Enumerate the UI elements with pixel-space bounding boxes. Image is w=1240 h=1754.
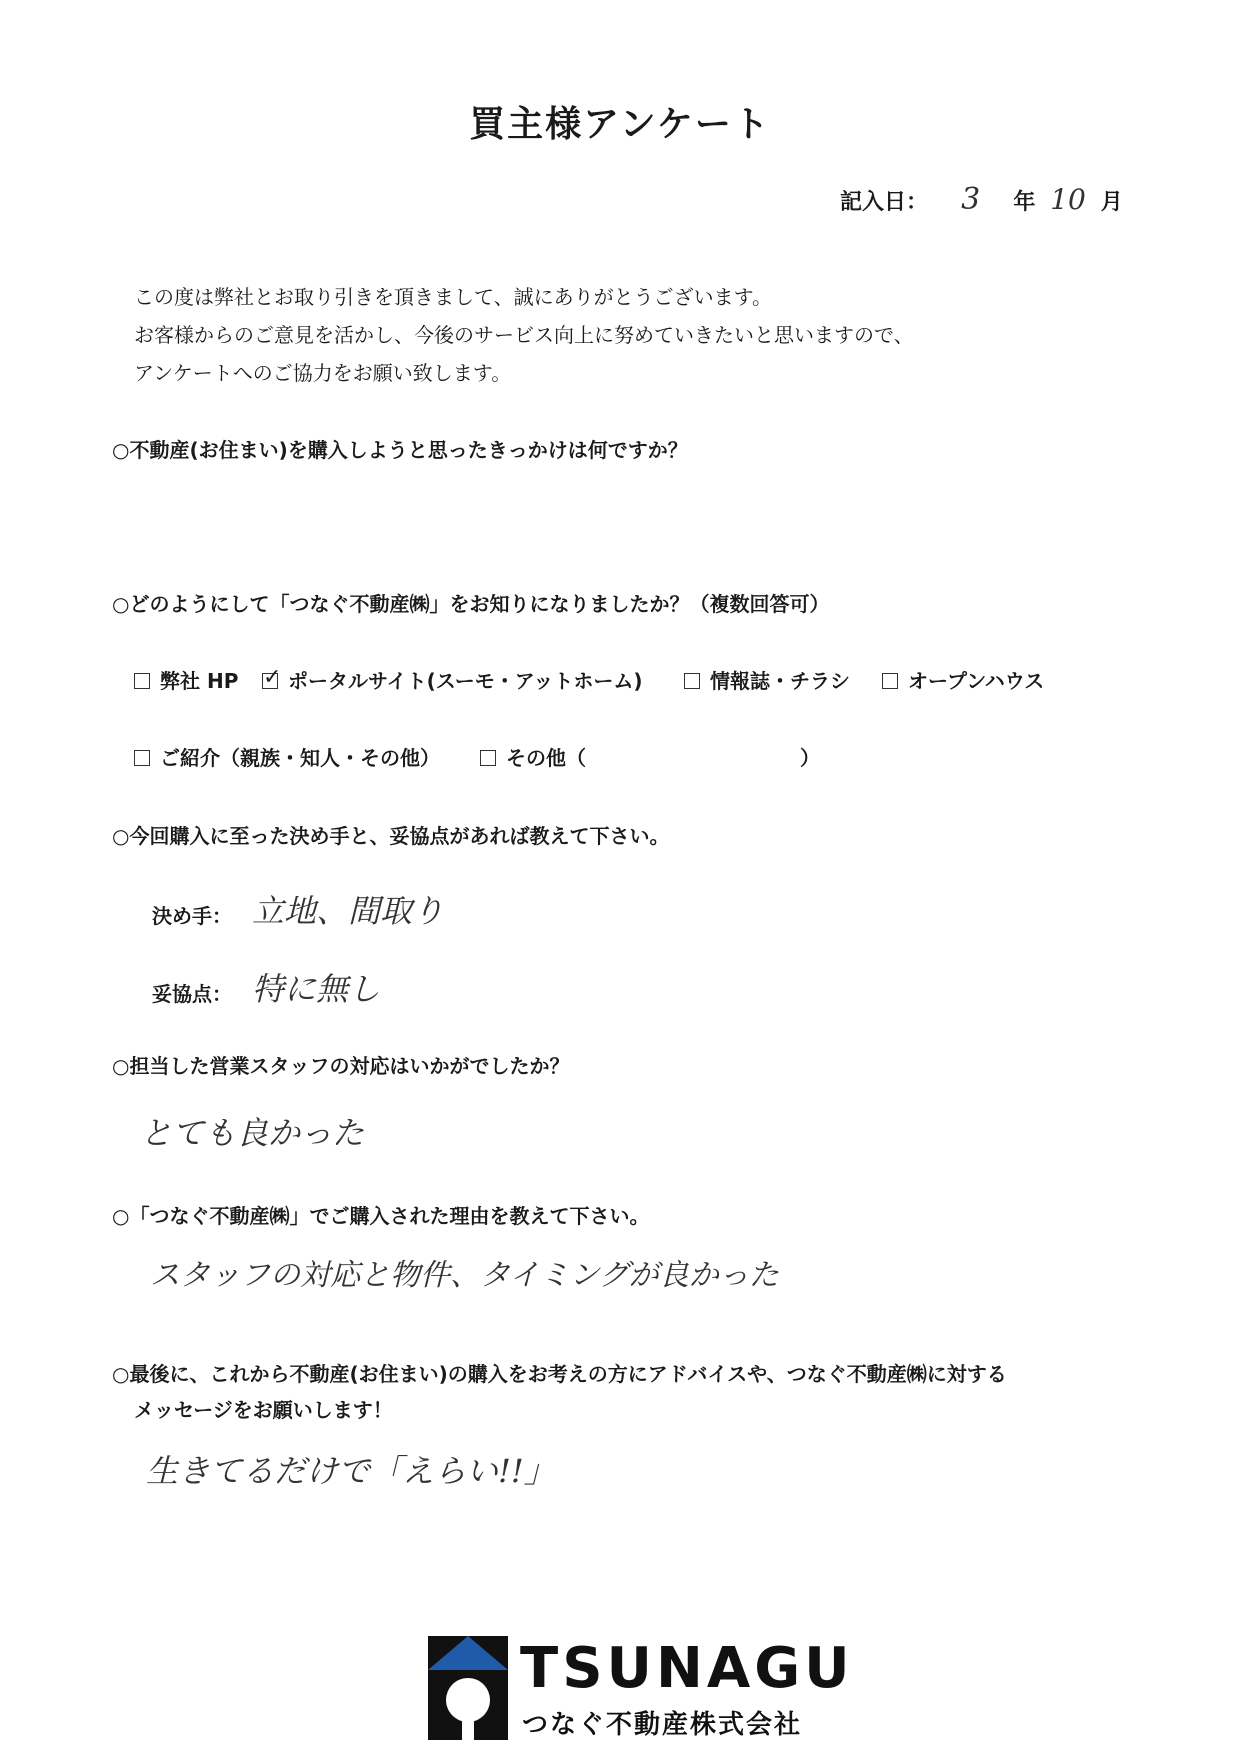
option-open-house[interactable]: [882, 665, 1044, 694]
decision-label: 決め手：: [152, 904, 232, 928]
page-title: 買主様アンケート: [469, 104, 771, 145]
question-1: ○不動産(お住まい)を購入しようと思ったきっかけは何ですか？: [112, 438, 688, 462]
option-other-close: ）: [800, 746, 820, 770]
option-other[interactable]: [480, 742, 586, 771]
answer-6[interactable]: 生きてるだけで「えらい!!」: [146, 1452, 556, 1490]
answer-5[interactable]: スタッフの対応と物件、タイミングが良かった: [150, 1258, 779, 1293]
question-3: ○今回購入に至った決め手と、妥協点があれば教えて下さい。: [112, 824, 670, 848]
option-label: ポータルサイト(スーモ・アットホーム): [288, 669, 643, 693]
logo-company-name: つなぐ不動産株式会社: [522, 1710, 803, 1740]
date-year-label: 年: [1013, 190, 1036, 215]
answer-4[interactable]: とても良かった: [140, 1114, 365, 1152]
option-magazine-flyer[interactable]: [684, 665, 850, 694]
checkbox[interactable]: [882, 673, 898, 689]
option-label: 弊社 HP: [160, 669, 239, 693]
checkbox[interactable]: [480, 750, 496, 766]
tsunagu-logo-mark-icon: [428, 1636, 508, 1740]
question-6-line-1: ○最後に、これから不動産(お住まい)の購入をお考えの方にアドバイスや、つなぐ不動産㈱に対する: [112, 1362, 1007, 1386]
decision-answer[interactable]: 立地、間取り: [252, 892, 445, 930]
checkbox[interactable]: [684, 673, 700, 689]
intro-line-1: この度は弊社とお取り引きを頂きまして、誠にありがとうございます。: [134, 285, 772, 309]
question-4: ○担当した営業スタッフの対応はいかがでしたか？: [112, 1054, 570, 1078]
option-label: その他（: [506, 746, 586, 770]
option-portal-site[interactable]: [262, 665, 642, 694]
checkbox-checked[interactable]: [262, 673, 278, 689]
intro-line-3: アンケートへのご協力をお願い致します。: [134, 361, 512, 385]
option-company-hp[interactable]: [134, 665, 238, 694]
date-month-value[interactable]: 10: [1050, 183, 1086, 216]
compromise-answer[interactable]: 特に無し: [252, 970, 381, 1008]
entry-date: [840, 182, 1123, 217]
date-label: 記入日：: [840, 190, 929, 215]
answer-1[interactable]: [150, 470, 1050, 530]
option-label: ご紹介（親族・知人・その他）: [160, 746, 440, 770]
checkbox[interactable]: [134, 750, 150, 766]
question-5: ○「つなぐ不動産㈱」でご購入された理由を教えて下さい。: [112, 1204, 650, 1228]
question-6-line-2: メッセージをお願いします！: [134, 1398, 393, 1422]
logo-wordmark: TSUNAGU: [520, 1636, 854, 1701]
intro-line-2: お客様からのご意見を活かし、今後のサービス向上に努めていきたいと思いますので、: [134, 323, 914, 347]
option-label: オープンハウス: [908, 669, 1045, 693]
option-referral[interactable]: [134, 742, 440, 771]
checkbox[interactable]: [134, 673, 150, 689]
date-month-label: 月: [1100, 190, 1123, 215]
date-year-value[interactable]: 3: [961, 182, 981, 217]
option-label: 情報誌・チラシ: [710, 669, 850, 693]
compromise-label: 妥協点：: [152, 982, 232, 1006]
question-2: ○どのようにして「つなぐ不動産㈱」をお知りになりましたか？（複数回答可）: [112, 592, 830, 616]
